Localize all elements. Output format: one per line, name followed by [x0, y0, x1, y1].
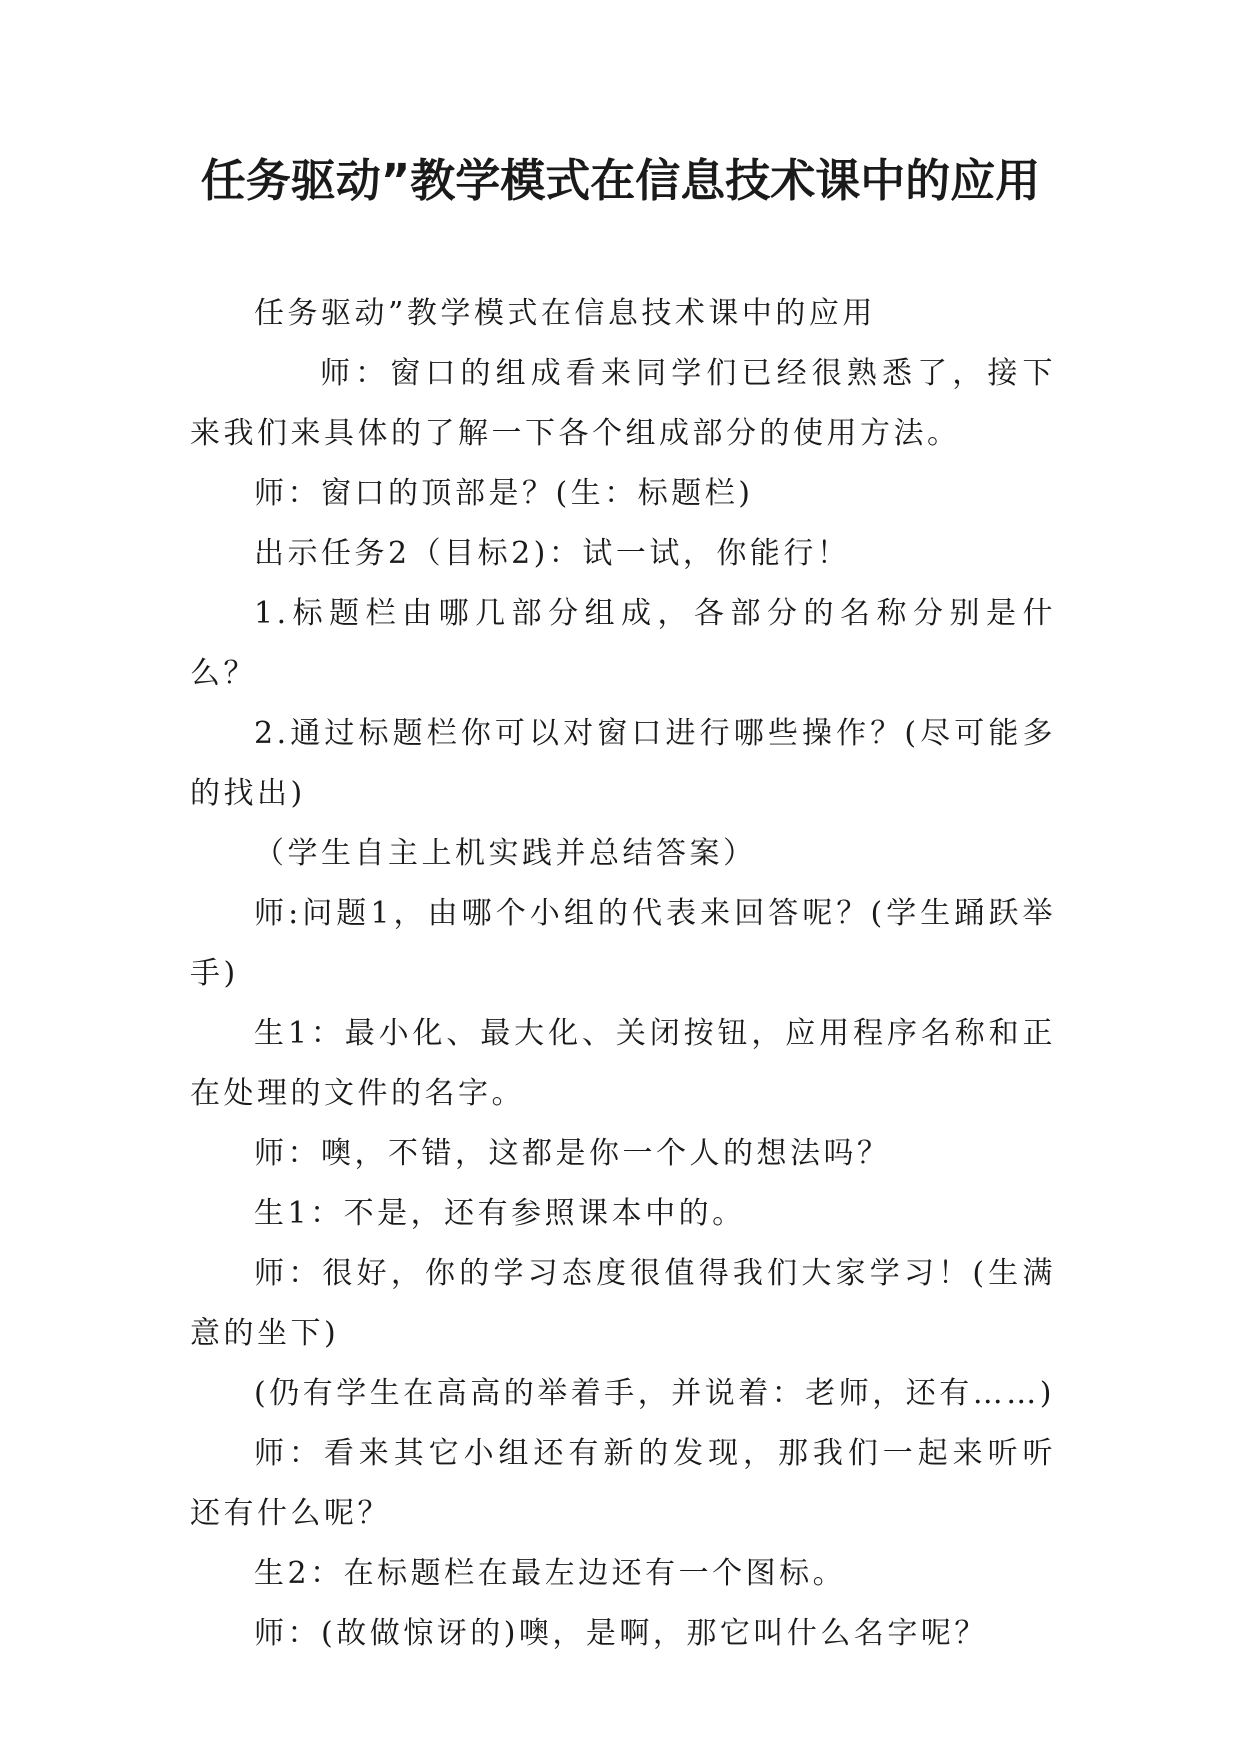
paragraph: 师：(故做惊讶的)噢，是啊，那它叫什么名字呢？ — [254, 1616, 988, 1651]
document-body — [190, 284, 1056, 1664]
paragraph: 1.标题栏由哪几部分组成，各部分的名称分别是什么？ — [190, 596, 1056, 691]
paragraph: 2.通过标题栏你可以对窗口进行哪些操作？(尽可能多的找出) — [190, 716, 1056, 811]
paragraph: 师：看来其它小组还有新的发现，那我们一起来听听还有什么呢？ — [190, 1436, 1056, 1531]
paragraph: 师：窗口的顶部是？(生：标题栏) — [254, 476, 754, 511]
paragraph: (仍有学生在高高的举着手，并说着：老师，还有……) — [254, 1376, 1055, 1411]
paragraph: 师：很好，你的学习态度很值得我们大家学习！(生满意的坐下) — [190, 1256, 1056, 1351]
paragraph: （学生自主上机实践并总结答案） — [254, 836, 757, 871]
paragraph: 生1：最小化、最大化、关闭按钮，应用程序名称和正在处理的文件的名字。 — [190, 1016, 1056, 1111]
paragraph: 生1：不是，还有参照课本中的。 — [254, 1196, 746, 1231]
paragraph-subtitle: 任务驱动”教学模式在信息技术课中的应用 — [254, 296, 876, 331]
paragraph: 出示任务2（目标2)：试一试，你能行！ — [254, 536, 851, 571]
paragraph: 生2：在标题栏在最左边还有一个图标。 — [254, 1556, 847, 1591]
document-title: 任务驱动”教学模式在信息技术课中的应用 — [200, 154, 1041, 207]
paragraph: 师:问题1，由哪个小组的代表来回答呢？(学生踊跃举手) — [190, 896, 1056, 991]
paragraph: 师：噢，不错，这都是你一个人的想法吗？ — [254, 1136, 891, 1171]
paragraph: 师：窗口的组成看来同学们已经很熟悉了，接下来我们来具体的了解一下各个组成部分的使用方法。 — [190, 356, 1056, 451]
